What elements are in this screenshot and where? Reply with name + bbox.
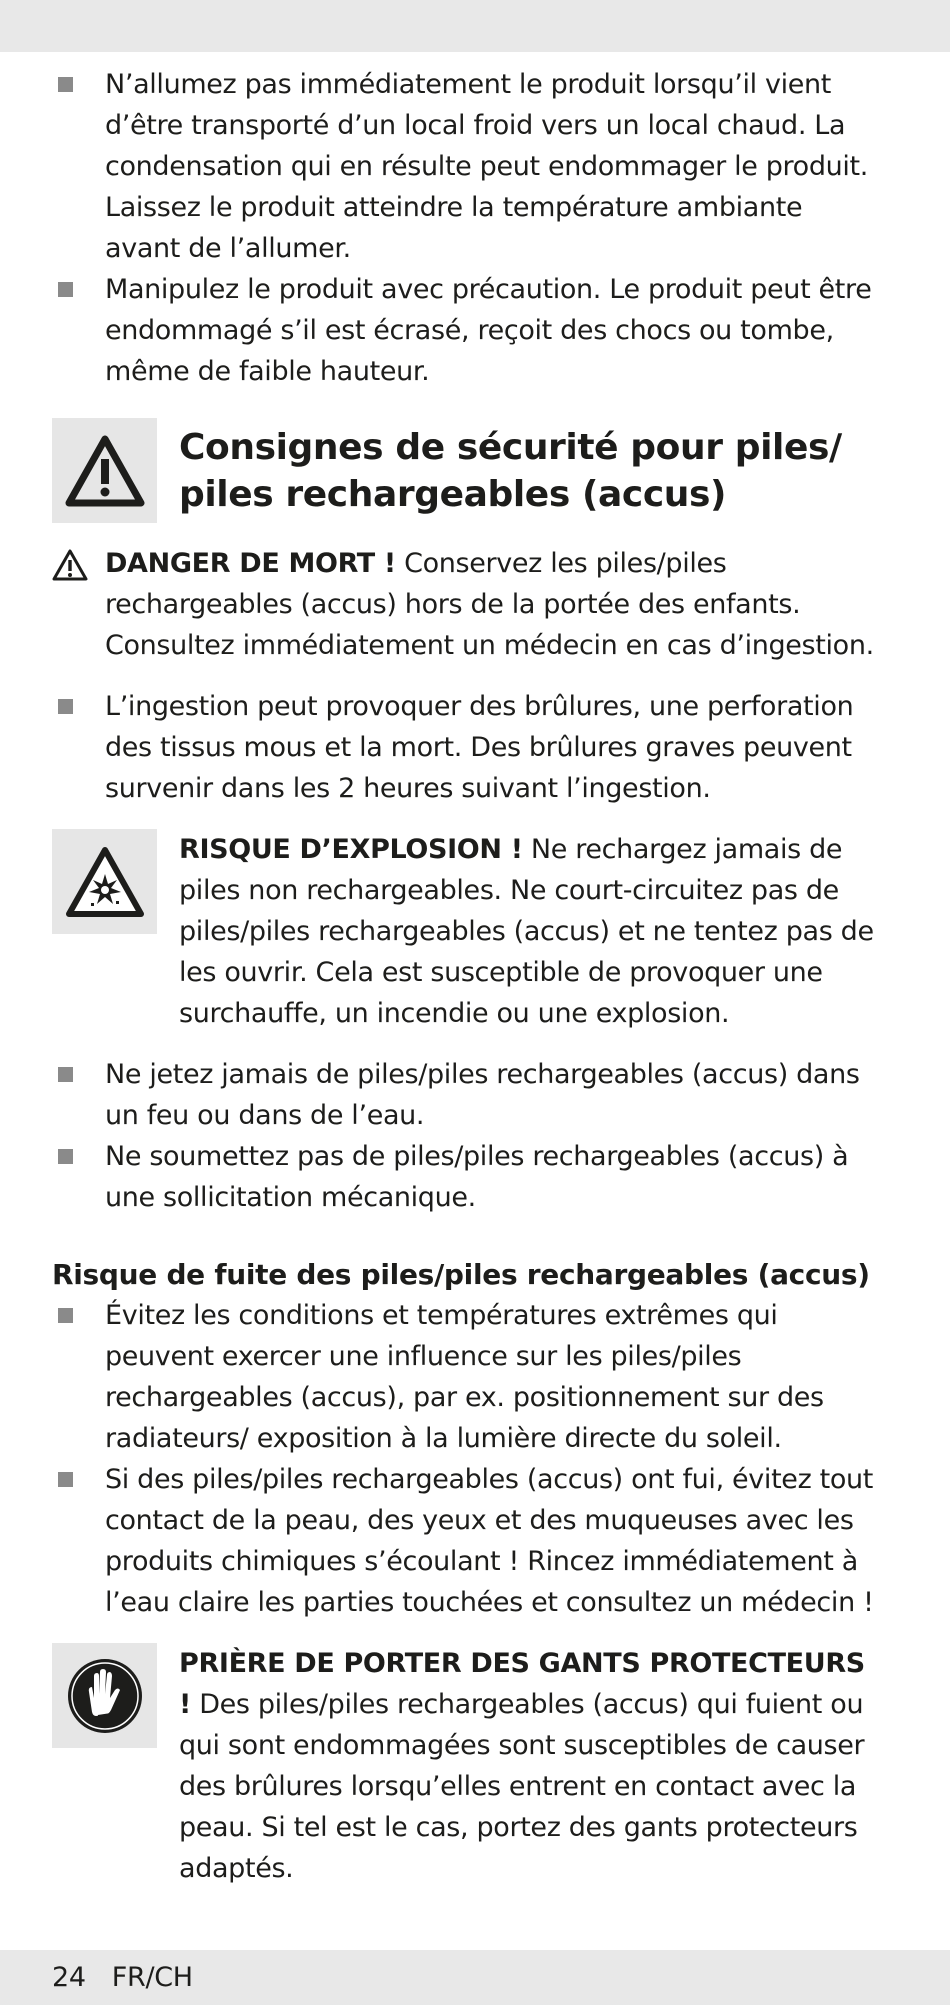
bullet-text: Si des piles/piles rechargeables (accus) ont fui, évitez tout contact de la peau, des yeux et des muqueuses avec les produits chimiques s’écoulant ! Rincez immédiatement à l’eau claire les parties touchées et consultez un médecin !	[105, 1464, 874, 1618]
explosion-warning	[52, 829, 882, 1034]
danger-text: Conservez les piles/piles rechargeables (accus) hors de la portée des enfants. Consultez immédiatement un médecin en cas d’ingestion.	[105, 548, 874, 661]
document-body	[52, 64, 882, 1889]
gloves-warning	[52, 1643, 882, 1889]
danger-warning	[52, 543, 882, 666]
square-bullet-icon	[58, 1149, 73, 1164]
bullet-text: Ne jetez jamais de piles/piles rechargeables (accus) dans un feu ou dans de l’eau.	[105, 1059, 860, 1131]
leak-heading: Risque de fuite des piles/piles rechargeables (accus)	[52, 1258, 870, 1291]
header-band	[0, 0, 950, 52]
explosion-text-block	[179, 829, 882, 1034]
bullet-text: N’allumez pas immédiatement le produit lorsqu’il vient d’être transporté d’un local froid vers un local chaud. La condensation qui en résulte peut endommager le produit. Laissez le produit atteindre la température ambiante avant de l’allumer.	[105, 69, 868, 264]
explosion-label: RISQUE D’EXPLOSION !	[179, 834, 523, 865]
bullet-item	[52, 1136, 882, 1218]
explosion-text: Ne rechargez jamais de piles non rechargeables. Ne court-circuitez pas de piles/piles rechargeables (accus) et ne tentez pas de les ouvrir. Cela est susceptible de provoquer une surchauffe, un incendie ou une explosion.	[179, 834, 874, 1029]
bullet-item	[52, 1295, 882, 1459]
bullet-text: Manipulez le produit avec précaution. Le produit peut être endommagé s’il est écrasé, reçoit des chocs ou tombe, même de faible hauteur.	[105, 274, 872, 387]
square-bullet-icon	[58, 699, 73, 714]
footer-text	[52, 1960, 193, 1996]
bullet-item	[52, 1459, 882, 1623]
square-bullet-icon	[58, 1472, 73, 1487]
locale-label: FR/CH	[111, 1962, 193, 1993]
page-number: 24	[52, 1962, 86, 1993]
bullet-item	[52, 269, 882, 392]
warning-triangle-icon	[52, 549, 88, 593]
bullet-text: Évitez les conditions et températures extrêmes qui peuvent exercer une influence sur les piles/piles rechargeables (accus), par ex. positionnement sur des radiateurs/ exposition à la lumière directe du soleil.	[105, 1300, 824, 1454]
section-header	[52, 418, 882, 523]
danger-label: DANGER DE MORT !	[105, 548, 396, 579]
square-bullet-icon	[58, 1308, 73, 1323]
bullet-item	[52, 64, 882, 269]
bullet-item	[52, 1054, 882, 1136]
square-bullet-icon	[58, 282, 73, 297]
bullet-item	[52, 686, 882, 809]
explosion-hazard-icon	[52, 829, 157, 934]
gloves-label: PRIÈRE DE PORTER DES GANTS PROTECTEURS !	[179, 1648, 865, 1720]
square-bullet-icon	[58, 77, 73, 92]
gloves-text: Des piles/piles rechargeables (accus) qui fuient ou qui sont endommagées sont susceptibles de causer des brûlures lorsqu’elles entrent en contact avec la peau. Si tel est le cas, portez des gants protecteurs adaptés.	[179, 1689, 865, 1884]
section-title: Consignes de sécurité pour piles/ piles rechargeables (accus)	[179, 427, 842, 515]
warning-triangle-icon	[52, 418, 157, 523]
footer	[0, 1950, 950, 2005]
protective-gloves-icon	[52, 1643, 157, 1748]
square-bullet-icon	[58, 1067, 73, 1082]
gloves-text-block	[179, 1643, 882, 1889]
bullet-text: Ne soumettez pas de piles/piles rechargeables (accus) à une sollicitation mécanique.	[105, 1141, 849, 1213]
bullet-text: L’ingestion peut provoquer des brûlures, une perforation des tissus mous et la mort. Des brûlures graves peuvent survenir dans les 2 heures suivant l’ingestion.	[105, 691, 854, 804]
